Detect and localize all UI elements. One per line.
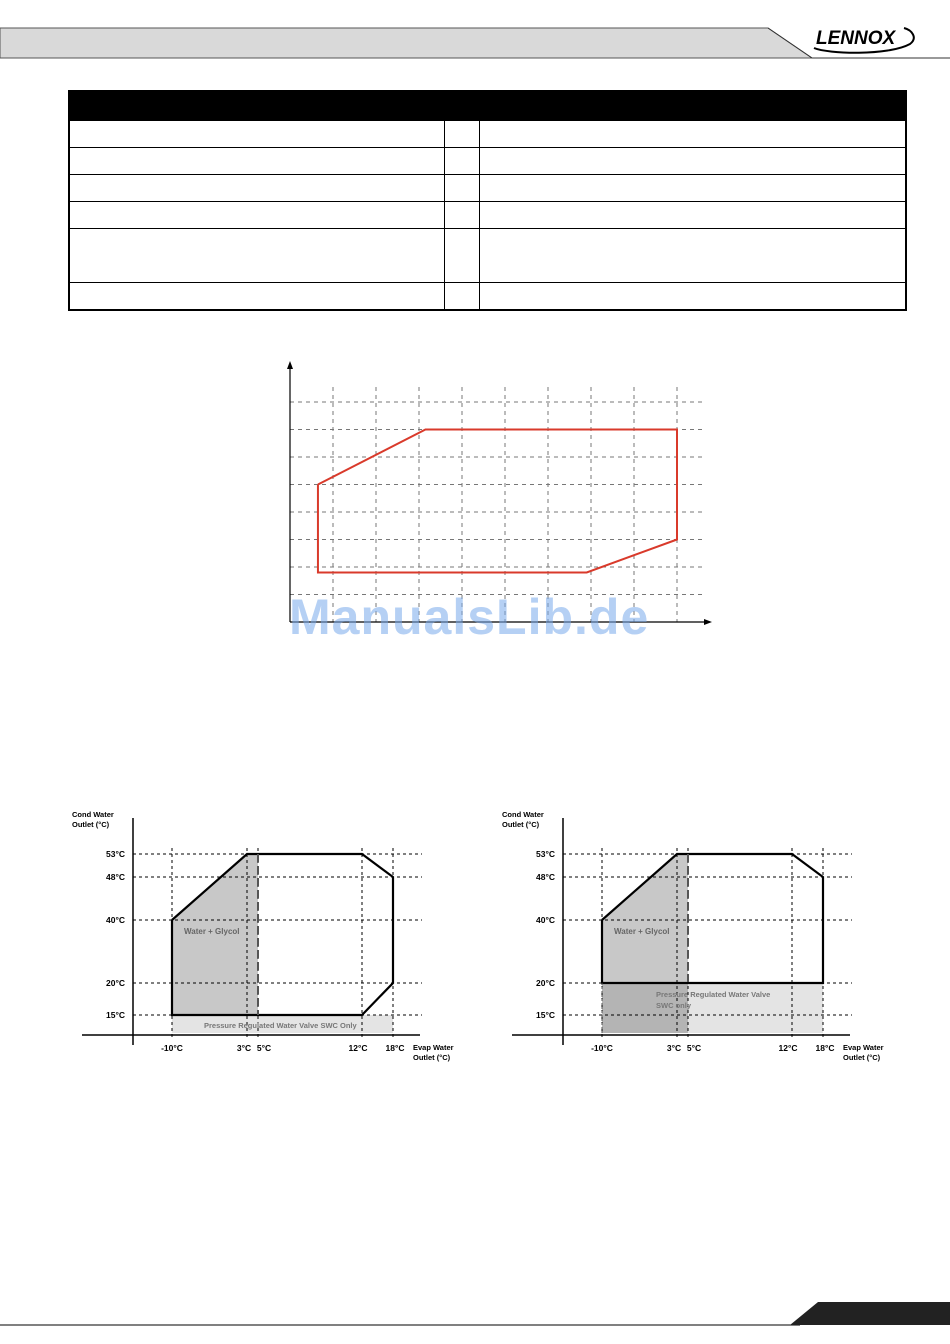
row-label <box>69 121 444 148</box>
x-tick-label: 3°C <box>236 1043 252 1053</box>
x-tick-label: 12°C <box>778 1043 798 1053</box>
valve-region-label-line1: Pressure Regulated Water Valve <box>656 990 771 999</box>
row-unit <box>444 229 479 283</box>
row-label <box>69 229 444 283</box>
lennox-logo <box>808 22 918 56</box>
x-tick-label: -10°C <box>161 1043 183 1053</box>
table-row <box>69 121 906 148</box>
glycol-region-label: Water + Glycol <box>614 927 670 936</box>
glycol-region <box>602 854 688 983</box>
row-value <box>479 175 906 202</box>
y-tick-label: 48°C <box>106 872 125 882</box>
table-header-cell <box>69 91 479 121</box>
table-row <box>69 283 906 311</box>
row-unit <box>444 175 479 202</box>
table-header-cell <box>586 91 693 121</box>
brand-text: LENNOX <box>816 28 896 49</box>
x-axis-title-line2: Outlet (°C) <box>843 1053 881 1062</box>
y-tick-label: 20°C <box>106 978 125 988</box>
row-value <box>479 121 906 148</box>
y-tick-label: 15°C <box>536 1010 555 1020</box>
water-temp-envelope-chart-right <box>490 800 910 1075</box>
table-header-row <box>69 91 906 121</box>
y-tick-label: 15°C <box>106 1010 125 1020</box>
y-tick-label: 20°C <box>536 978 555 988</box>
table-header-cell <box>479 91 586 121</box>
row-unit <box>444 283 479 311</box>
table-row <box>69 202 906 229</box>
row-value <box>479 229 906 283</box>
row-unit <box>444 202 479 229</box>
row-value <box>479 148 906 175</box>
y-axis-title-line1: Cond Water <box>502 810 544 819</box>
row-unit <box>444 121 479 148</box>
watermark: ManualsLib.de <box>289 589 650 645</box>
water-temp-envelope-chart-left <box>60 800 480 1075</box>
x-axis-arrow <box>704 619 712 625</box>
x-tick-label: 18°C <box>385 1043 405 1053</box>
valve-region-label: Pressure Regulated Water Valve SWC Only <box>204 1021 357 1030</box>
y-tick-label: 53°C <box>106 849 125 859</box>
x-tick-label: 5°C <box>256 1043 272 1053</box>
glycol-region-label: Water + Glycol <box>184 927 240 936</box>
table-header-cell <box>800 91 906 121</box>
x-axis-title-line2: Outlet (°C) <box>413 1053 451 1062</box>
spec-table <box>68 90 907 311</box>
x-axis-title-line1: Evap Water <box>843 1043 884 1052</box>
table-header-cell <box>693 91 800 121</box>
y-tick-label: 53°C <box>536 849 555 859</box>
row-label <box>69 175 444 202</box>
row-value <box>479 202 906 229</box>
x-axis-title-line1: Evap Water <box>413 1043 454 1052</box>
x-tick-label: -10°C <box>591 1043 613 1053</box>
y-axis-title-line1: Cond Water <box>72 810 114 819</box>
y-tick-label: 48°C <box>536 872 555 882</box>
x-tick-label: 3°C <box>666 1043 682 1053</box>
row-unit <box>444 148 479 175</box>
y-axis-title-line2: Outlet (°C) <box>502 820 540 829</box>
valve-region-label-line2: SWC only <box>656 1001 691 1010</box>
table-row <box>69 175 906 202</box>
table-row <box>69 229 906 283</box>
y-tick-label: 40°C <box>536 915 555 925</box>
row-label <box>69 283 444 311</box>
table-row <box>69 148 906 175</box>
footer-band <box>0 1296 950 1344</box>
y-tick-label: 40°C <box>106 915 125 925</box>
row-value <box>479 283 906 311</box>
x-tick-label: 18°C <box>815 1043 835 1053</box>
y-axis-title-line2: Outlet (°C) <box>72 820 110 829</box>
x-tick-label: 5°C <box>686 1043 702 1053</box>
y-axis-arrow <box>287 361 293 369</box>
x-tick-label: 12°C <box>348 1043 368 1053</box>
row-label <box>69 202 444 229</box>
row-label <box>69 148 444 175</box>
envelope-line <box>318 430 677 573</box>
